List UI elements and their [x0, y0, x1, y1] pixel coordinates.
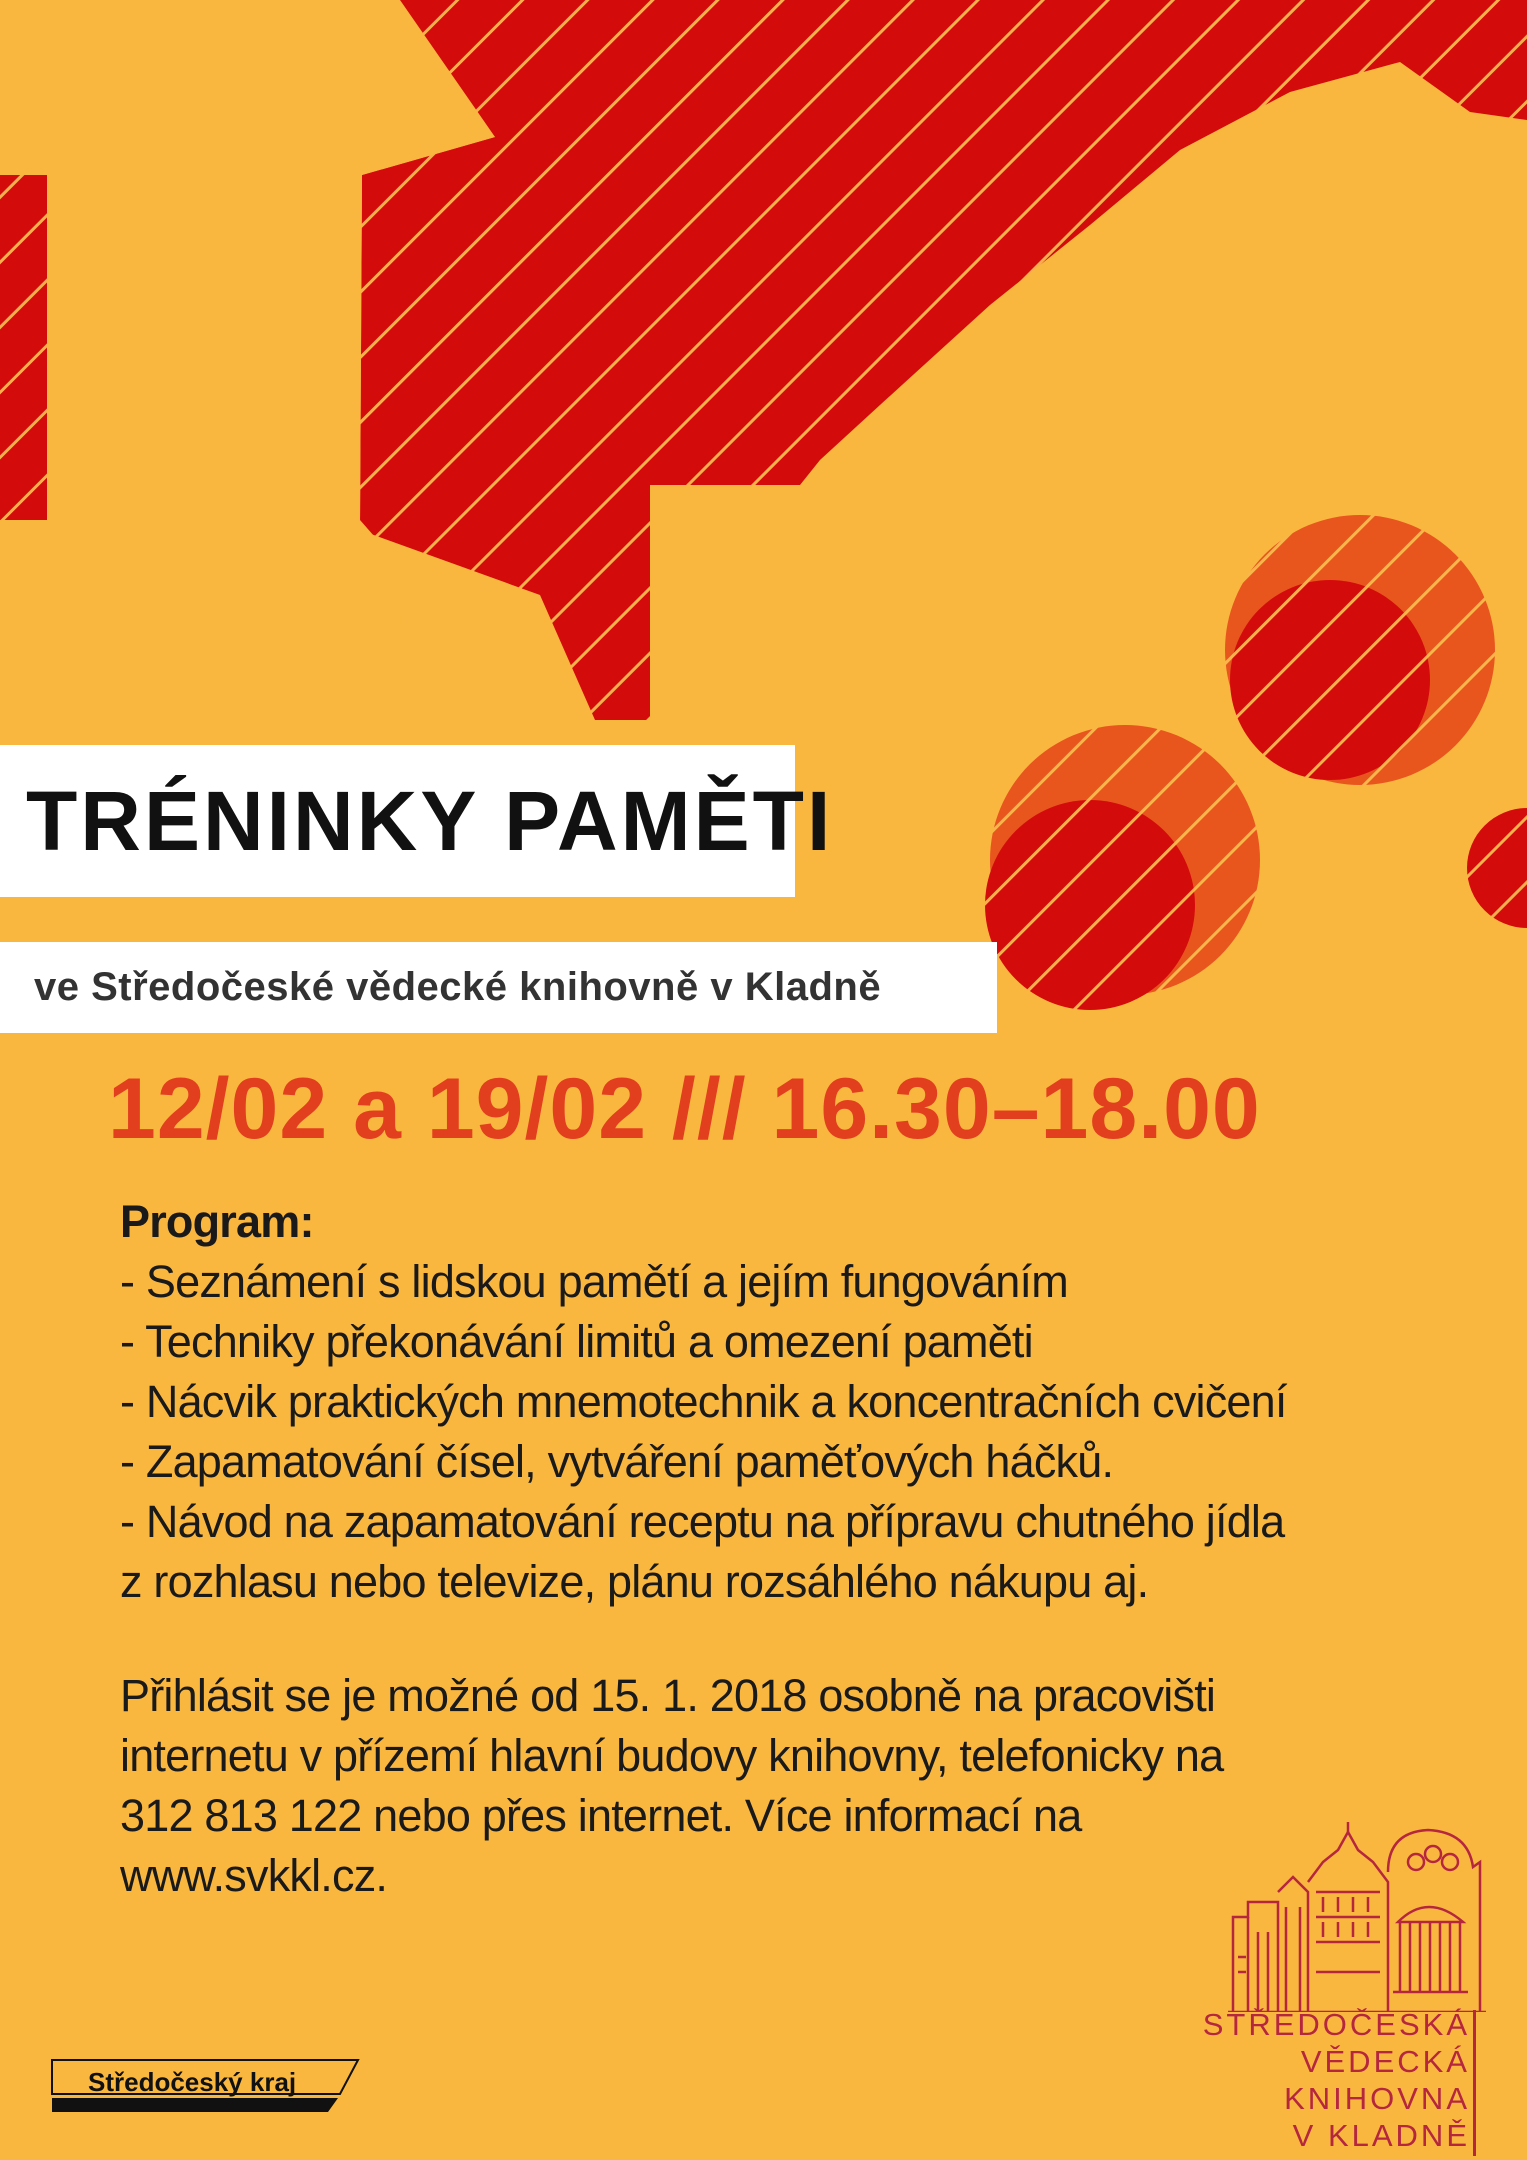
- program-item: - Seznámení s lidskou pamětí a jejím fungováním: [120, 1256, 1068, 1307]
- subtitle-banner: [0, 942, 997, 1033]
- circle-red-1: [1230, 580, 1430, 780]
- poster-title: TRÉNINKY PAMĚTI: [26, 773, 834, 868]
- program-section: [120, 1192, 1450, 1612]
- circle-red-3: [1467, 808, 1527, 928]
- signup-line: Přihlásit se je možné od 15. 1. 2018 osobně na pracovišti: [120, 1670, 1216, 1721]
- signup-info: [120, 1666, 1380, 1906]
- region-badge-label: Středočeský kraj: [88, 2067, 297, 2097]
- signup-line: 312 813 122 nebo přes internet. Více informací na: [120, 1790, 1082, 1841]
- logo-line: STŘEDOČESKÁ: [1202, 2007, 1470, 2042]
- logo-line: V KLADNĚ: [1292, 2118, 1470, 2153]
- program-item: - Návod na zapamatování receptu na přípravu chutného jídla: [120, 1496, 1285, 1547]
- program-item: - Nácvik praktických mnemotechnik a koncentračních cvičení: [120, 1376, 1287, 1427]
- poster-subtitle: ve Středočeské vědecké knihovně v Kladně: [34, 965, 882, 1009]
- title-banner: [0, 745, 834, 897]
- logo-line: VĚDECKÁ: [1300, 2044, 1470, 2079]
- event-dates: 12/02 a 19/02 /// 16.30–18.00: [108, 1061, 1261, 1157]
- library-logo-text: [1200, 2006, 1470, 2154]
- program-item: - Zapamatování čísel, vytváření paměťových háčků.: [120, 1436, 1114, 1487]
- website-link[interactable]: www.svkkl.cz.: [120, 1850, 388, 1901]
- library-building-logo-icon: [1228, 1822, 1486, 2012]
- program-item: z rozhlasu nebo televize, plánu rozsáhlého nákupu aj.: [120, 1556, 1149, 1607]
- logo-divider: [1473, 2010, 1476, 2156]
- red-striped-edge: [0, 175, 47, 520]
- circle-red-2: [985, 800, 1195, 1010]
- program-item: - Techniky překonávání limitů a omezení paměti: [120, 1316, 1033, 1367]
- signup-line: internetu v přízemí hlavní budovy knihovny, telefonicky na: [120, 1730, 1224, 1781]
- logo-line: KNIHOVNA: [1284, 2081, 1470, 2116]
- program-heading: Program:: [120, 1196, 314, 1247]
